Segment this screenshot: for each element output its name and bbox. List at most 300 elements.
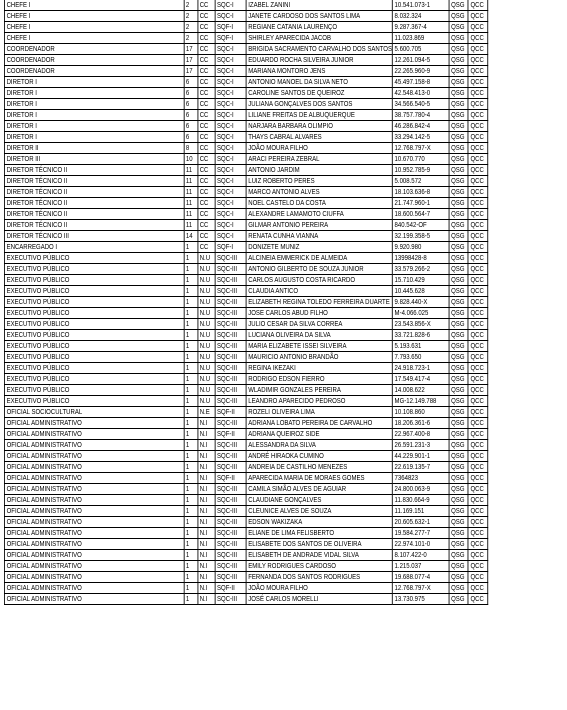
classe-cell: SQC-III: [215, 396, 246, 407]
lotacao-cell: QSG: [449, 583, 468, 594]
ref-cell: 1: [184, 297, 198, 308]
ref-cell: 17: [184, 55, 198, 66]
table-row: [4, 374, 487, 385]
situacao-cell: QCC: [468, 495, 487, 506]
nome-cell: ANTONIO JARDIM: [246, 165, 392, 176]
ref-cell: 1: [184, 451, 198, 462]
lotacao-cell: QSG: [449, 319, 468, 330]
lotacao-cell: QSG: [449, 407, 468, 418]
lotacao-cell: QSG: [449, 330, 468, 341]
cargo-cell: EXECUTIVO PÚBLICO: [4, 286, 183, 297]
ref-cell: 1: [184, 561, 198, 572]
cargo-cell: EXECUTIVO PÚBLICO: [4, 264, 183, 275]
tipo-cell: CC: [198, 220, 215, 231]
situacao-cell: QCC: [468, 506, 487, 517]
rg-cell: 5.600.705: [392, 44, 449, 55]
classe-cell: SQF-II: [215, 583, 246, 594]
cargo-cell: EXECUTIVO PÚBLICO: [4, 352, 183, 363]
tipo-cell: N.U: [198, 297, 215, 308]
situacao-cell: QCC: [468, 198, 487, 209]
lotacao-cell: QSG: [449, 506, 468, 517]
lotacao-cell: QSG: [449, 44, 468, 55]
ref-cell: 17: [184, 44, 198, 55]
cargo-cell: OFICIAL ADMINISTRATIVO: [4, 440, 183, 451]
situacao-cell: QCC: [468, 594, 487, 605]
table-row: [4, 0, 487, 11]
nome-cell: CLAUDIANE GONÇALVES: [246, 495, 392, 506]
classe-cell: SQC-III: [215, 495, 246, 506]
situacao-cell: QCC: [468, 209, 487, 220]
cargo-cell: OFICIAL ADMINISTRATIVO: [4, 506, 183, 517]
table-row: [4, 110, 487, 121]
lotacao-cell: QSG: [449, 473, 468, 484]
cargo-cell: COORDENADOR: [4, 44, 183, 55]
cargo-cell: CHEFE I: [4, 0, 183, 11]
tipo-cell: N.U: [198, 264, 215, 275]
cargo-cell: CHEFE I: [4, 33, 183, 44]
tipo-cell: CC: [198, 242, 215, 253]
lotacao-cell: QSG: [449, 110, 468, 121]
ref-cell: 6: [184, 132, 198, 143]
cargo-cell: OFICIAL ADMINISTRATIVO: [4, 528, 183, 539]
lotacao-cell: QSG: [449, 341, 468, 352]
lotacao-cell: QSG: [449, 385, 468, 396]
classe-cell: SQC-I: [215, 99, 246, 110]
cargo-cell: OFICIAL ADMINISTRATIVO: [4, 429, 183, 440]
table-row: [4, 220, 487, 231]
ref-cell: 1: [184, 341, 198, 352]
rg-cell: 46.286.842-4: [392, 121, 449, 132]
table-row: [4, 143, 487, 154]
table-row: [4, 396, 487, 407]
classe-cell: SQC-I: [215, 11, 246, 22]
nome-cell: FERNANDA DOS SANTOS RODRIGUES: [246, 572, 392, 583]
table-row: [4, 66, 487, 77]
lotacao-cell: QSG: [449, 77, 468, 88]
classe-cell: SQC-III: [215, 418, 246, 429]
lotacao-cell: QSG: [449, 121, 468, 132]
table-row: [4, 594, 487, 605]
situacao-cell: QCC: [468, 528, 487, 539]
cargo-cell: OFICIAL ADMINISTRATIVO: [4, 495, 183, 506]
situacao-cell: QCC: [468, 374, 487, 385]
lotacao-cell: QSG: [449, 297, 468, 308]
table-row: [4, 286, 487, 297]
tipo-cell: CC: [198, 88, 215, 99]
situacao-cell: QCC: [468, 231, 487, 242]
lotacao-cell: QSG: [449, 286, 468, 297]
cargo-cell: OFICIAL ADMINISTRATIVO: [4, 473, 183, 484]
rg-cell: 20.605.632-1: [392, 517, 449, 528]
cargo-cell: OFICIAL ADMINISTRATIVO: [4, 583, 183, 594]
classe-cell: SQC-III: [215, 253, 246, 264]
table-row: [4, 209, 487, 220]
table-row: [4, 231, 487, 242]
table-row: [4, 264, 487, 275]
tipo-cell: N.I: [198, 429, 215, 440]
ref-cell: 1: [184, 539, 198, 550]
tipo-cell: CC: [198, 11, 215, 22]
rg-cell: 24.800.063-9: [392, 484, 449, 495]
rg-cell: 42.548.413-0: [392, 88, 449, 99]
situacao-cell: QCC: [468, 242, 487, 253]
nome-cell: ALCINEIA EMMERICK DE ALMEIDA: [246, 253, 392, 264]
tipo-cell: N.U: [198, 253, 215, 264]
classe-cell: SQC-I: [215, 110, 246, 121]
nome-cell: NARJARA BARBARA OLIMPIO: [246, 121, 392, 132]
tipo-cell: N.U: [198, 352, 215, 363]
table-row: [4, 165, 487, 176]
rg-cell: 34.566.540-5: [392, 99, 449, 110]
situacao-cell: QCC: [468, 143, 487, 154]
tipo-cell: N.E: [198, 407, 215, 418]
situacao-cell: QCC: [468, 132, 487, 143]
classe-cell: SQC-III: [215, 374, 246, 385]
table-row: [4, 451, 487, 462]
situacao-cell: QCC: [468, 583, 487, 594]
ref-cell: 1: [184, 396, 198, 407]
lotacao-cell: QSG: [449, 264, 468, 275]
nome-cell: ARACI PEREIRA ZEBRAL: [246, 154, 392, 165]
rg-cell: 10.541.073-1: [392, 0, 449, 11]
tipo-cell: N.U: [198, 286, 215, 297]
situacao-cell: QCC: [468, 352, 487, 363]
tipo-cell: N.U: [198, 385, 215, 396]
rg-cell: 44.229.901-1: [392, 451, 449, 462]
tipo-cell: CC: [198, 22, 215, 33]
situacao-cell: QCC: [468, 517, 487, 528]
table-row: [4, 22, 487, 33]
lotacao-cell: QSG: [449, 220, 468, 231]
cargo-cell: DIRETOR I: [4, 88, 183, 99]
tipo-cell: N.I: [198, 451, 215, 462]
cargo-cell: OFICIAL ADMINISTRATIVO: [4, 462, 183, 473]
rg-cell: 19.688.077-4: [392, 572, 449, 583]
classe-cell: SQC-III: [215, 330, 246, 341]
rg-cell: M-4.066.025: [392, 308, 449, 319]
nome-cell: REGIANE CATANIA LAURENÇO: [246, 22, 392, 33]
ref-cell: 1: [184, 253, 198, 264]
tipo-cell: CC: [198, 66, 215, 77]
nome-cell: ADRIANA QUEIROZ SIDE: [246, 429, 392, 440]
lotacao-cell: QSG: [449, 363, 468, 374]
rg-cell: 32.199.358-5: [392, 231, 449, 242]
lotacao-cell: QSG: [449, 231, 468, 242]
rg-cell: 13998428-8: [392, 253, 449, 264]
ref-cell: 2: [184, 22, 198, 33]
classe-cell: SQC-III: [215, 539, 246, 550]
lotacao-cell: QSG: [449, 176, 468, 187]
situacao-cell: QCC: [468, 484, 487, 495]
lotacao-cell: QSG: [449, 187, 468, 198]
nome-cell: JOSE CARLOS ABUD FILHO: [246, 308, 392, 319]
cargo-cell: DIRETOR I: [4, 99, 183, 110]
cargo-cell: OFICIAL SOCIOCULTURAL: [4, 407, 183, 418]
tipo-cell: N.I: [198, 550, 215, 561]
nome-cell: ELIZABETH REGINA TOLEDO FERREIRA DUARTE: [246, 297, 392, 308]
situacao-cell: QCC: [468, 110, 487, 121]
classe-cell: SQC-I: [215, 231, 246, 242]
classe-cell: SQC-I: [215, 132, 246, 143]
tipo-cell: N.I: [198, 594, 215, 605]
situacao-cell: QCC: [468, 253, 487, 264]
classe-cell: SQC-III: [215, 451, 246, 462]
rg-cell: 18.600.564-7: [392, 209, 449, 220]
situacao-cell: QCC: [468, 286, 487, 297]
situacao-cell: QCC: [468, 187, 487, 198]
tipo-cell: N.I: [198, 440, 215, 451]
rg-cell: 9.287.367-4: [392, 22, 449, 33]
situacao-cell: QCC: [468, 396, 487, 407]
classe-cell: SQC-III: [215, 506, 246, 517]
table-row: [4, 88, 487, 99]
lotacao-cell: QSG: [449, 561, 468, 572]
lotacao-cell: QSG: [449, 517, 468, 528]
table-row: [4, 154, 487, 165]
lotacao-cell: QSG: [449, 253, 468, 264]
rg-cell: 15.710.429: [392, 275, 449, 286]
ref-cell: 6: [184, 77, 198, 88]
situacao-cell: QCC: [468, 473, 487, 484]
situacao-cell: QCC: [468, 121, 487, 132]
classe-cell: SQC-I: [215, 165, 246, 176]
tipo-cell: CC: [198, 176, 215, 187]
tipo-cell: CC: [198, 77, 215, 88]
lotacao-cell: QSG: [449, 0, 468, 11]
situacao-cell: QCC: [468, 308, 487, 319]
nome-cell: ELIANE DE LIMA FELISBERTO: [246, 528, 392, 539]
lotacao-cell: QSG: [449, 143, 468, 154]
situacao-cell: QCC: [468, 165, 487, 176]
ref-cell: 1: [184, 363, 198, 374]
situacao-cell: QCC: [468, 44, 487, 55]
nome-cell: DONIZETE MUNIZ: [246, 242, 392, 253]
nome-cell: ROZELI OLIVEIRA LIMA: [246, 407, 392, 418]
table-row: [4, 319, 487, 330]
tipo-cell: N.U: [198, 374, 215, 385]
rg-cell: 11.169.151: [392, 506, 449, 517]
ref-cell: 6: [184, 121, 198, 132]
table-row: [4, 528, 487, 539]
classe-cell: SQC-III: [215, 440, 246, 451]
situacao-cell: QCC: [468, 154, 487, 165]
situacao-cell: QCC: [468, 88, 487, 99]
cargo-cell: OFICIAL ADMINISTRATIVO: [4, 550, 183, 561]
tipo-cell: N.I: [198, 528, 215, 539]
rg-cell: 22.619.135-7: [392, 462, 449, 473]
tipo-cell: N.I: [198, 572, 215, 583]
table-row: [4, 99, 487, 110]
classe-cell: SQF-I: [215, 22, 246, 33]
lotacao-cell: QSG: [449, 55, 468, 66]
lotacao-cell: QSG: [449, 572, 468, 583]
classe-cell: SQC-I: [215, 44, 246, 55]
lotacao-cell: QSG: [449, 440, 468, 451]
cargo-cell: DIRETOR TÉCNICO II: [4, 165, 183, 176]
ref-cell: 10: [184, 154, 198, 165]
lotacao-cell: QSG: [449, 396, 468, 407]
situacao-cell: QCC: [468, 330, 487, 341]
classe-cell: SQC-III: [215, 297, 246, 308]
classe-cell: SQC-III: [215, 363, 246, 374]
cargo-cell: EXECUTIVO PÚBLICO: [4, 297, 183, 308]
rg-cell: 12.261.094-5: [392, 55, 449, 66]
rg-cell: 10.670.770: [392, 154, 449, 165]
table-row: [4, 297, 487, 308]
tipo-cell: CC: [198, 110, 215, 121]
nome-cell: ANDREIA DE CASTILHO MENEZES: [246, 462, 392, 473]
rg-cell: MG-12.149.788: [392, 396, 449, 407]
nome-cell: CLEUNICE ALVES DE SOUZA: [246, 506, 392, 517]
classe-cell: SQC-I: [215, 154, 246, 165]
rg-cell: 8.107.422-0: [392, 550, 449, 561]
cargo-cell: DIRETOR I: [4, 121, 183, 132]
personnel-table: [4, 0, 488, 605]
nome-cell: JULIO CESAR DA SILVA CORREA: [246, 319, 392, 330]
classe-cell: SQF-II: [215, 429, 246, 440]
nome-cell: ANTONIO MANOEL DA SILVA NETO: [246, 77, 392, 88]
nome-cell: GILMAR ANTONIO PEREIRA: [246, 220, 392, 231]
rg-cell: 12.768.797-X: [392, 143, 449, 154]
classe-cell: SQC-I: [215, 187, 246, 198]
lotacao-cell: QSG: [449, 539, 468, 550]
table-row: [4, 506, 487, 517]
rg-cell: 14.008.622: [392, 385, 449, 396]
tipo-cell: N.U: [198, 396, 215, 407]
table-row: [4, 44, 487, 55]
classe-cell: SQC-I: [215, 55, 246, 66]
ref-cell: 2: [184, 0, 198, 11]
situacao-cell: QCC: [468, 176, 487, 187]
ref-cell: 1: [184, 352, 198, 363]
lotacao-cell: QSG: [449, 242, 468, 253]
tipo-cell: N.U: [198, 319, 215, 330]
tipo-cell: CC: [198, 44, 215, 55]
nome-cell: REGINA IKEZAKI: [246, 363, 392, 374]
lotacao-cell: QSG: [449, 594, 468, 605]
nome-cell: CARLOS AUGUSTO COSTA RICARDO: [246, 275, 392, 286]
ref-cell: 1: [184, 495, 198, 506]
nome-cell: NOEL CASTELO DA COSTA: [246, 198, 392, 209]
cargo-cell: EXECUTIVO PÚBLICO: [4, 385, 183, 396]
nome-cell: JANETE CARDOSO DOS SANTOS LIMA: [246, 11, 392, 22]
nome-cell: RENATA CUNHA VIANNA: [246, 231, 392, 242]
ref-cell: 11: [184, 198, 198, 209]
classe-cell: SQC-I: [215, 88, 246, 99]
nome-cell: MARIANA MONTORO JENS: [246, 66, 392, 77]
nome-cell: CAROLINE SANTOS DE QUEIROZ: [246, 88, 392, 99]
rg-cell: 22.974.101-0: [392, 539, 449, 550]
table-row: [4, 121, 487, 132]
tipo-cell: N.I: [198, 539, 215, 550]
nome-cell: JOÃO MOURA FILHO: [246, 583, 392, 594]
table-row: [4, 55, 487, 66]
table-row: [4, 484, 487, 495]
rg-cell: 12.768.797-X: [392, 583, 449, 594]
nome-cell: JOÃO MOURA FILHO: [246, 143, 392, 154]
nome-cell: CAMILA SIMÃO ALVES DE AGUIAR: [246, 484, 392, 495]
situacao-cell: QCC: [468, 0, 487, 11]
rg-cell: 18.206.361-6: [392, 418, 449, 429]
cargo-cell: DIRETOR I: [4, 132, 183, 143]
tipo-cell: CC: [198, 154, 215, 165]
rg-cell: 7364823: [392, 473, 449, 484]
classe-cell: SQC-III: [215, 561, 246, 572]
tipo-cell: CC: [198, 55, 215, 66]
cargo-cell: DIRETOR TÉCNICO II: [4, 209, 183, 220]
nome-cell: JOSÉ CARLOS MORELLI: [246, 594, 392, 605]
cargo-cell: EXECUTIVO PÚBLICO: [4, 319, 183, 330]
rg-cell: 5.193.631: [392, 341, 449, 352]
ref-cell: 2: [184, 11, 198, 22]
ref-cell: 6: [184, 110, 198, 121]
cargo-cell: OFICIAL ADMINISTRATIVO: [4, 594, 183, 605]
situacao-cell: QCC: [468, 66, 487, 77]
nome-cell: MAURICIO ANTONIO BRANDÃO: [246, 352, 392, 363]
rg-cell: 24.918.723-1: [392, 363, 449, 374]
table-row: [4, 187, 487, 198]
ref-cell: 1: [184, 462, 198, 473]
cargo-cell: DIRETOR III: [4, 154, 183, 165]
table-row: [4, 132, 487, 143]
rg-cell: 840.542-OF: [392, 220, 449, 231]
cargo-cell: COORDENADOR: [4, 66, 183, 77]
table-row: [4, 242, 487, 253]
tipo-cell: N.U: [198, 330, 215, 341]
situacao-cell: QCC: [468, 451, 487, 462]
table-body: [4, 0, 487, 605]
cargo-cell: DIRETOR II: [4, 143, 183, 154]
nome-cell: EDSON WAKIZAKA: [246, 517, 392, 528]
lotacao-cell: QSG: [449, 495, 468, 506]
ref-cell: 1: [184, 550, 198, 561]
nome-cell: MARIA ELIZABETE ISSEI SILVEIRA: [246, 341, 392, 352]
cargo-cell: CHEFE I: [4, 22, 183, 33]
rg-cell: 45.497.158-8: [392, 77, 449, 88]
rg-cell: 22.967.400-8: [392, 429, 449, 440]
table-row: [4, 440, 487, 451]
classe-cell: SQC-I: [215, 220, 246, 231]
table-row: [4, 572, 487, 583]
tipo-cell: CC: [198, 33, 215, 44]
nome-cell: LILIANE FREITAS DE ALBUQUERQUE: [246, 110, 392, 121]
classe-cell: SQC-III: [215, 286, 246, 297]
cargo-cell: DIRETOR TÉCNICO II: [4, 187, 183, 198]
situacao-cell: QCC: [468, 407, 487, 418]
lotacao-cell: QSG: [449, 528, 468, 539]
ref-cell: 1: [184, 407, 198, 418]
tipo-cell: N.I: [198, 495, 215, 506]
cargo-cell: DIRETOR TÉCNICO II: [4, 176, 183, 187]
situacao-cell: QCC: [468, 418, 487, 429]
table-row: [4, 275, 487, 286]
situacao-cell: QCC: [468, 561, 487, 572]
cargo-cell: ENCARREGADO I: [4, 242, 183, 253]
situacao-cell: QCC: [468, 11, 487, 22]
nome-cell: WLADIMIR GONZALES PEREIRA: [246, 385, 392, 396]
situacao-cell: QCC: [468, 550, 487, 561]
table-row: [4, 11, 487, 22]
rg-cell: 10.952.785-9: [392, 165, 449, 176]
rg-cell: 10.445.628: [392, 286, 449, 297]
table-row: [4, 385, 487, 396]
situacao-cell: QCC: [468, 99, 487, 110]
rg-cell: 21.747.960-1: [392, 198, 449, 209]
tipo-cell: N.I: [198, 561, 215, 572]
tipo-cell: CC: [198, 143, 215, 154]
cargo-cell: EXECUTIVO PÚBLICO: [4, 363, 183, 374]
classe-cell: SQC-III: [215, 550, 246, 561]
